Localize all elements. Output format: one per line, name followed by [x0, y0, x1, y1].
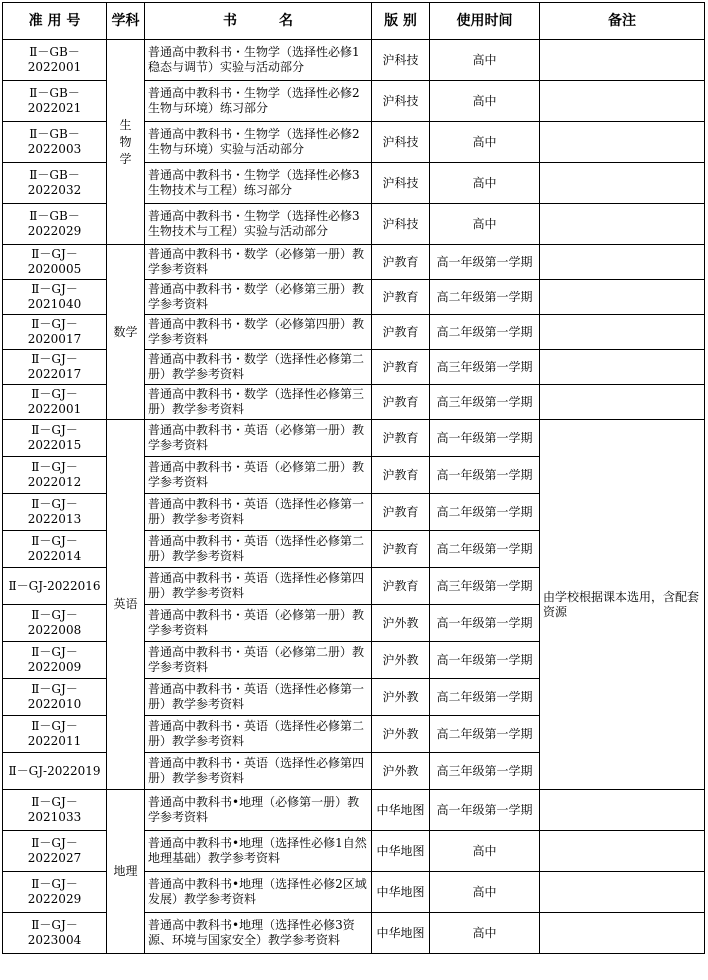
time-cell: 高一年级第一学期	[430, 245, 540, 280]
title-cell: 普通高中教科书・数学（必修第四册）教学参考资料	[145, 315, 372, 350]
edition-cell: 沪科技	[372, 40, 430, 81]
time-cell: 高一年级第一学期	[430, 457, 540, 494]
edition-cell: 沪外教	[372, 679, 430, 716]
id-cell: Ⅱ－GJ－2022012	[3, 457, 107, 494]
header-row	[3, 3, 705, 40]
time-cell: 高二年级第一学期	[430, 716, 540, 753]
edition-cell: 沪教育	[372, 315, 430, 350]
time-cell: 高一年级第一学期	[430, 790, 540, 831]
title-cell: 普通高中教科书・英语（选择性必修第二册）教学参考资料	[145, 531, 372, 568]
time-cell: 高三年级第一学期	[430, 753, 540, 790]
id-cell: Ⅱ－GJ－2022013	[3, 494, 107, 531]
title-cell: 普通高中教科书・英语（选择性必修第一册）教学参考资料	[145, 679, 372, 716]
id-cell: Ⅱ－GJ－2022029	[3, 872, 107, 913]
edition-cell: 沪科技	[372, 81, 430, 122]
id-cell: Ⅱ－GJ-2022019	[3, 753, 107, 790]
title-cell: 普通高中教科书・数学（必修第一册）教学参考资料	[145, 245, 372, 280]
note-cell	[540, 831, 705, 872]
title-cell: 普通高中教科书•地理（必修第一册）教学参考资料	[145, 790, 372, 831]
title-cell: 普通高中教科书・英语（选择性必修第四册）教学参考资料	[145, 568, 372, 605]
note-cell	[540, 204, 705, 245]
id-cell: Ⅱ－GJ－2022011	[3, 716, 107, 753]
table-row	[3, 245, 705, 280]
note-cell	[540, 350, 705, 385]
note-cell	[540, 40, 705, 81]
subject-cell-math: 数学	[107, 245, 145, 420]
edition-cell: 沪教育	[372, 245, 430, 280]
time-cell: 高一年级第一学期	[430, 642, 540, 679]
title-cell: 普通高中教科书・英语（必修第二册）教学参考资料	[145, 457, 372, 494]
time-cell: 高二年级第一学期	[430, 494, 540, 531]
note-cell	[540, 122, 705, 163]
id-cell: Ⅱ－GJ－2022010	[3, 679, 107, 716]
header-edition: 版 别	[372, 3, 430, 40]
time-cell: 高三年级第一学期	[430, 568, 540, 605]
title-cell: 普通高中教科书・生物学（选择性必修2 生物与环境）练习部分	[145, 81, 372, 122]
title-cell: 普通高中教科书・英语（选择性必修第四册）教学参考资料	[145, 753, 372, 790]
note-cell	[540, 913, 705, 954]
time-cell: 高三年级第一学期	[430, 385, 540, 420]
edition-cell: 中华地图	[372, 831, 430, 872]
note-cell	[540, 81, 705, 122]
title-cell: 普通高中教科书・英语（选择性必修第一册）教学参考资料	[145, 494, 372, 531]
note-cell	[540, 280, 705, 315]
id-cell: Ⅱ－GJ－2022027	[3, 831, 107, 872]
edition-cell: 沪教育	[372, 280, 430, 315]
edition-cell: 沪科技	[372, 122, 430, 163]
table-row	[3, 420, 705, 457]
id-cell: Ⅱ－GB－2022003	[3, 122, 107, 163]
title-cell: 普通高中教科书•地理（选择性必修1自然地理基础）教学参考资料	[145, 831, 372, 872]
title-cell: 普通高中教科书•地理（选择性必修3资源、环境与国家安全）教学参考资料	[145, 913, 372, 954]
title-cell: 普通高中教科书・生物学（选择性必修1 稳态与调节）实验与活动部分	[145, 40, 372, 81]
id-cell: Ⅱ－GJ－2022017	[3, 350, 107, 385]
header-subject: 学科	[107, 3, 145, 40]
note-cell	[540, 872, 705, 913]
title-cell: 普通高中教科书・数学（选择性必修第二册）教学参考资料	[145, 350, 372, 385]
id-cell: Ⅱ－GJ－2021033	[3, 790, 107, 831]
time-cell: 高中	[430, 40, 540, 81]
edition-cell: 沪外教	[372, 753, 430, 790]
time-cell: 高三年级第一学期	[430, 350, 540, 385]
id-cell: Ⅱ－GJ－2023004	[3, 913, 107, 954]
id-cell: Ⅱ－GJ－2022001	[3, 385, 107, 420]
subject-cell-english: 英语	[107, 420, 145, 790]
header-note: 备注	[540, 3, 705, 40]
edition-cell: 沪教育	[372, 568, 430, 605]
title-cell: 普通高中教科书・生物学（选择性必修3 生物技术与工程）实验与活动部分	[145, 204, 372, 245]
table-row	[3, 40, 705, 81]
edition-cell: 沪科技	[372, 204, 430, 245]
time-cell: 高一年级第一学期	[430, 605, 540, 642]
note-cell	[540, 245, 705, 280]
edition-cell: 沪教育	[372, 494, 430, 531]
id-cell: Ⅱ－GJ－2022008	[3, 605, 107, 642]
time-cell: 高中	[430, 122, 540, 163]
time-cell: 高中	[430, 872, 540, 913]
id-cell: Ⅱ－GB－2022029	[3, 204, 107, 245]
id-cell: Ⅱ－GJ-2022016	[3, 568, 107, 605]
edition-cell: 沪教育	[372, 457, 430, 494]
time-cell: 高二年级第一学期	[430, 531, 540, 568]
id-cell: Ⅱ－GB－2022032	[3, 163, 107, 204]
edition-cell: 沪教育	[372, 350, 430, 385]
title-cell: 普通高中教科书・英语（必修第一册）教学参考资料	[145, 605, 372, 642]
edition-cell: 沪外教	[372, 605, 430, 642]
subject-cell-geography: 地理	[107, 790, 145, 954]
edition-cell: 中华地图	[372, 913, 430, 954]
id-cell: Ⅱ－GJ－2021040	[3, 280, 107, 315]
note-cell-merged: 由学校根据课本选用，含配套资源	[540, 420, 705, 790]
title-cell: 普通高中教科书・英语（选择性必修第二册）教学参考资料	[145, 716, 372, 753]
id-cell: Ⅱ－GJ－2020005	[3, 245, 107, 280]
time-cell: 高中	[430, 81, 540, 122]
time-cell: 高二年级第一学期	[430, 315, 540, 350]
note-cell	[540, 163, 705, 204]
edition-cell: 沪教育	[372, 420, 430, 457]
title-cell: 普通高中教科书・英语（必修第二册）教学参考资料	[145, 642, 372, 679]
title-cell: 普通高中教科书・英语（必修第一册）教学参考资料	[145, 420, 372, 457]
header-time: 使用时间	[430, 3, 540, 40]
note-cell	[540, 315, 705, 350]
header-title: 书 名	[145, 3, 372, 40]
time-cell: 高中	[430, 913, 540, 954]
id-cell: Ⅱ－GB－2022001	[3, 40, 107, 81]
time-cell: 高中	[430, 163, 540, 204]
id-cell: Ⅱ－GJ－2020017	[3, 315, 107, 350]
id-cell: Ⅱ－GB－2022021	[3, 81, 107, 122]
edition-cell: 中华地图	[372, 872, 430, 913]
note-cell	[540, 385, 705, 420]
time-cell: 高二年级第一学期	[430, 280, 540, 315]
subject-cell-biology: 生物学	[107, 40, 145, 245]
textbook-table	[2, 2, 705, 954]
id-cell: Ⅱ－GJ－2022014	[3, 531, 107, 568]
time-cell: 高中	[430, 204, 540, 245]
table-row	[3, 790, 705, 831]
title-cell: 普通高中教科书・生物学（选择性必修3 生物技术与工程）练习部分	[145, 163, 372, 204]
edition-cell: 沪外教	[372, 716, 430, 753]
id-cell: Ⅱ－GJ－2022009	[3, 642, 107, 679]
edition-cell: 沪科技	[372, 163, 430, 204]
edition-cell: 中华地图	[372, 790, 430, 831]
edition-cell: 沪教育	[372, 531, 430, 568]
title-cell: 普通高中教科书・数学（必修第三册）教学参考资料	[145, 280, 372, 315]
title-cell: 普通高中教科书•地理（选择性必修2区域发展）教学参考资料	[145, 872, 372, 913]
title-cell: 普通高中教科书・生物学（选择性必修2 生物与环境）实验与活动部分	[145, 122, 372, 163]
time-cell: 高中	[430, 831, 540, 872]
header-id: 准 用 号	[3, 3, 107, 40]
id-cell: Ⅱ－GJ－2022015	[3, 420, 107, 457]
edition-cell: 沪外教	[372, 642, 430, 679]
time-cell: 高二年级第一学期	[430, 679, 540, 716]
note-cell	[540, 790, 705, 831]
time-cell: 高一年级第一学期	[430, 420, 540, 457]
title-cell: 普通高中教科书・数学（选择性必修第三册）教学参考资料	[145, 385, 372, 420]
edition-cell: 沪教育	[372, 385, 430, 420]
